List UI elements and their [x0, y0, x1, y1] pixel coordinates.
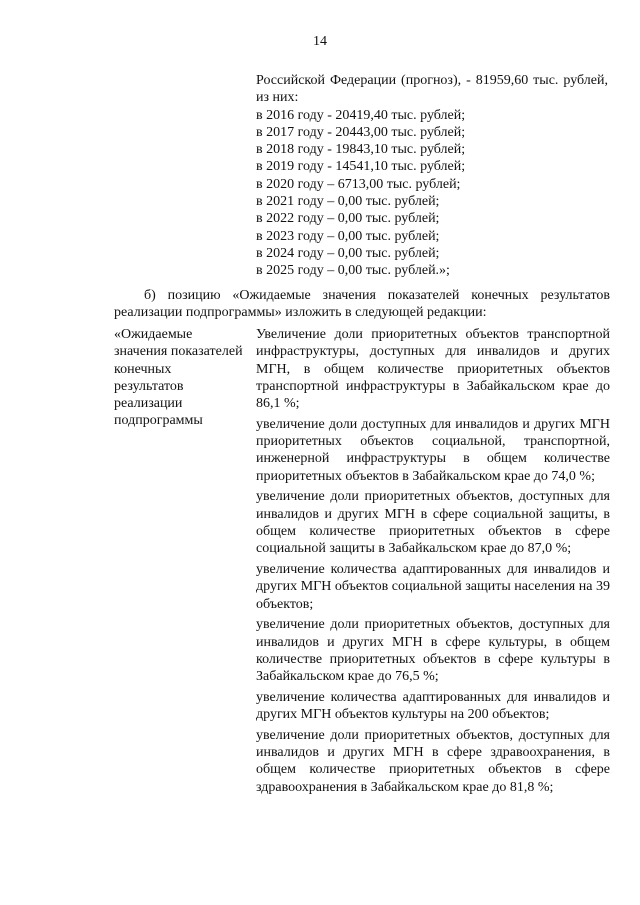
label-line: реализации: [114, 396, 183, 412]
financing-year-2018: в 2018 году - 19843,10 тыс. рублей;: [256, 142, 466, 158]
label-line: «Ожидаемые: [114, 327, 193, 342]
label-line: подпрограммы: [114, 413, 203, 429]
financing-year-2025: в 2025 году – 0,00 тыс. рублей.»;: [256, 263, 450, 279]
result-culture-count: увеличение количества адаптированных для инвалидов и других МГН объектов культуры на 200 объектов;: [256, 689, 610, 723]
result-priority-objects: увеличение доли доступных для инвалидов и других МГН приоритетных объектов социальной, транспортной, инженерной инфраструктуры в общем количестве приоритетных объектов в Забайкальском крае до 74,0 %;: [256, 416, 610, 484]
table-label-cell: [114, 326, 254, 430]
result-social-protection-count: увеличение количества адаптированных для инвалидов и других МГН объектов социальной защиты населения на 39 объектов;: [256, 562, 610, 612]
financing-year-2019: в 2019 году - 14541,10 тыс. рублей;: [256, 159, 466, 175]
financing-year-2021: в 2021 году – 0,00 тыс. рублей;: [256, 194, 440, 210]
result-social-protection-share: увеличение доли приоритетных объектов, доступных для инвалидов и других МГН в сфере социальной защиты, в общем количестве приоритетных объектов в сфере социальной защиты в Забайкальском крае до 87,0 %;: [256, 489, 610, 557]
amendment-intro: б) позицию «Ожидаемые значения показателей конечных результатов реализации подпрограммы» изложить в следующей редакции:: [114, 288, 610, 321]
financing-year-2016: в 2016 году - 20419,40 тыс. рублей;: [256, 107, 466, 123]
label-line: значения показателей: [114, 344, 243, 360]
financing-year-2020: в 2020 году – 6713,00 тыс. рублей;: [256, 176, 461, 192]
financing-block: [256, 72, 608, 280]
page-number: 14: [313, 34, 327, 49]
financing-year-2023: в 2023 году – 0,00 тыс. рублей;: [256, 228, 440, 244]
result-transport-infrastructure: Увеличение доли приоритетных объектов транспортной инфраструктуры, доступных для инвалидов и других МГН, в общем количестве приоритетных объектов транспортной инфраструктуры в Забайкальском крае до 86,1 %;: [256, 327, 610, 412]
table-results-cell: [256, 326, 610, 799]
label-line: результатов: [114, 378, 184, 394]
financing-year-2022: в 2022 году – 0,00 тыс. рублей;: [256, 211, 440, 227]
financing-year-2024: в 2024 году – 0,00 тыс. рублей;: [256, 245, 440, 261]
financing-year-2017: в 2017 году - 20443,00 тыс. рублей;: [256, 124, 466, 140]
label-line: конечных: [114, 361, 172, 377]
result-healthcare-share: увеличение доли приоритетных объектов, доступных для инвалидов и других МГН в сфере здравоохранения, в общем количестве приоритетных объектов в сфере здравоохранения в Забайкальском крае до 81,8 %;: [256, 727, 610, 795]
financing-intro: Российской Федерации (прогноз), - 81959,60 тыс. рублей, из них:: [256, 73, 608, 106]
result-culture-share: увеличение доли приоритетных объектов, доступных для инвалидов и других МГН в сфере культуры, в общем количестве приоритетных объектов в сфере культуры в Забайкальском крае до 76,5 %;: [256, 617, 610, 685]
